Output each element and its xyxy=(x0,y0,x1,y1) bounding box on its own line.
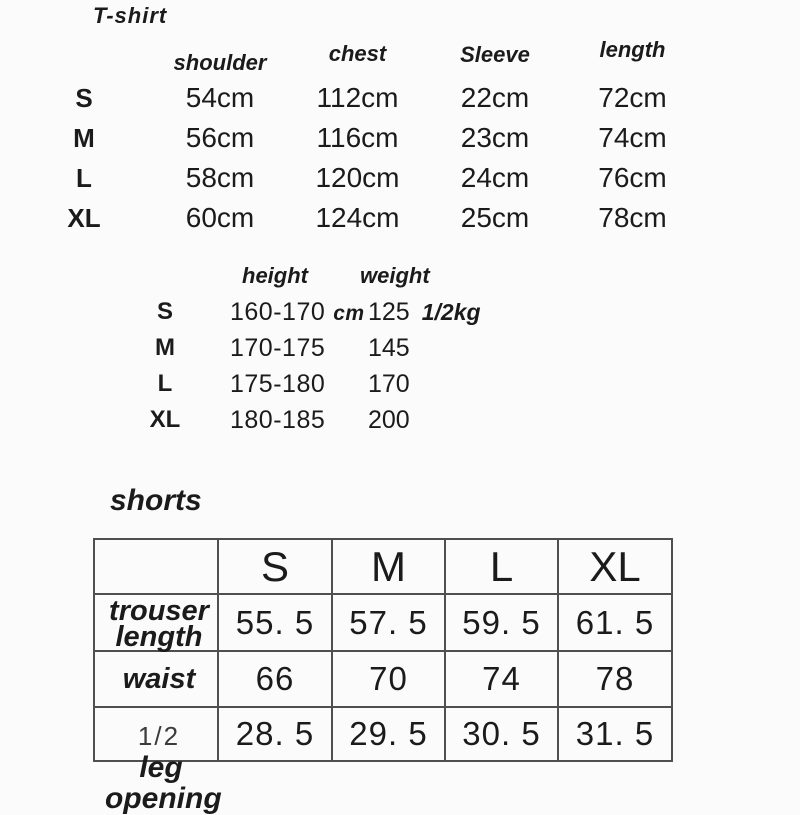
value-cell: 60cm xyxy=(185,202,255,233)
value-cell: 24cm xyxy=(460,162,530,193)
value-cell: 22cm xyxy=(460,82,530,113)
half-fraction: 1/2 xyxy=(137,721,181,751)
value-cell: 61. 5 xyxy=(558,594,672,651)
size-label-xl: XL xyxy=(149,406,181,433)
size-label-s: S xyxy=(156,298,173,325)
size-label-xl: XL xyxy=(67,202,101,233)
height-value: 180-185 xyxy=(230,405,326,434)
weight-value: 145 xyxy=(368,333,410,362)
value-cell: 28. 5 xyxy=(218,707,332,761)
value-cell: 31. 5 xyxy=(558,707,672,761)
value-cell: 74cm xyxy=(598,122,667,153)
row-label-waist: waist xyxy=(94,651,218,707)
tshirt-measurements-table xyxy=(0,38,700,238)
tshirt-fit-guide-table xyxy=(105,258,525,438)
column-header-shoulder: shoulder xyxy=(173,50,267,75)
value-cell: 116cm xyxy=(316,122,399,153)
size-label-s: S xyxy=(75,82,93,113)
table-row xyxy=(94,594,672,651)
value-cell: 57. 5 xyxy=(332,594,445,651)
value-cell: 25cm xyxy=(460,202,530,233)
row-label-leg-opening xyxy=(94,707,222,815)
value-cell: 72cm xyxy=(598,82,667,113)
column-header-sleeve: Sleeve xyxy=(460,42,530,67)
value-cell: 56cm xyxy=(185,122,255,153)
height-value xyxy=(225,298,365,327)
height-range: 160-170 xyxy=(230,297,326,326)
value-cell: 78cm xyxy=(598,202,667,233)
value-cell: 59. 5 xyxy=(445,594,558,651)
size-label-m: M xyxy=(155,334,175,361)
size-header-m: M xyxy=(332,539,445,594)
value-cell: 58cm xyxy=(185,162,255,193)
size-label-m: M xyxy=(73,122,95,153)
size-header-l: L xyxy=(445,539,558,594)
table-row xyxy=(94,707,672,761)
weight-value: 200 xyxy=(368,405,410,434)
weight-number: 125 xyxy=(368,297,410,326)
row-label-text xyxy=(101,712,222,815)
shorts-size-table xyxy=(93,538,673,815)
value-cell: 70 xyxy=(332,651,445,707)
value-cell: 120cm xyxy=(315,162,400,193)
value-cell: 54cm xyxy=(185,82,255,113)
size-label-l: L xyxy=(76,162,92,193)
column-header-height: height xyxy=(242,263,308,288)
value-cell: 74 xyxy=(445,651,558,707)
table-row xyxy=(94,539,672,594)
value-cell: 23cm xyxy=(460,122,530,153)
leg-opening-label: leg opening xyxy=(105,751,222,815)
height-value: 175-180 xyxy=(230,369,326,398)
column-header-chest: chest xyxy=(328,41,387,66)
value-cell: 78 xyxy=(558,651,672,707)
value-cell: 29. 5 xyxy=(332,707,445,761)
value-cell: 112cm xyxy=(316,82,399,113)
column-header-weight: weight xyxy=(360,263,430,288)
value-cell: 124cm xyxy=(315,202,400,233)
column-header-length: length xyxy=(599,37,666,62)
value-cell: 66 xyxy=(218,651,332,707)
height-unit: cm xyxy=(333,301,365,325)
tshirt-section-title: T-shirt xyxy=(93,3,168,28)
height-value: 170-175 xyxy=(230,333,326,362)
value-cell: 30. 5 xyxy=(445,707,558,761)
size-label-l: L xyxy=(157,370,173,397)
weight-value: 170 xyxy=(368,369,410,398)
weight-value xyxy=(365,298,481,327)
corner-cell xyxy=(94,539,218,594)
size-header-s: S xyxy=(218,539,332,594)
shorts-section-title: shorts xyxy=(110,484,202,517)
value-cell: 76cm xyxy=(598,162,667,193)
value-cell: 55. 5 xyxy=(218,594,332,651)
row-label-trouser-length xyxy=(94,594,218,651)
row-label-text: trouser length xyxy=(109,595,209,653)
table-row xyxy=(94,651,672,707)
weight-unit: 1/2kg xyxy=(421,298,481,325)
size-header-xl: XL xyxy=(558,539,672,594)
